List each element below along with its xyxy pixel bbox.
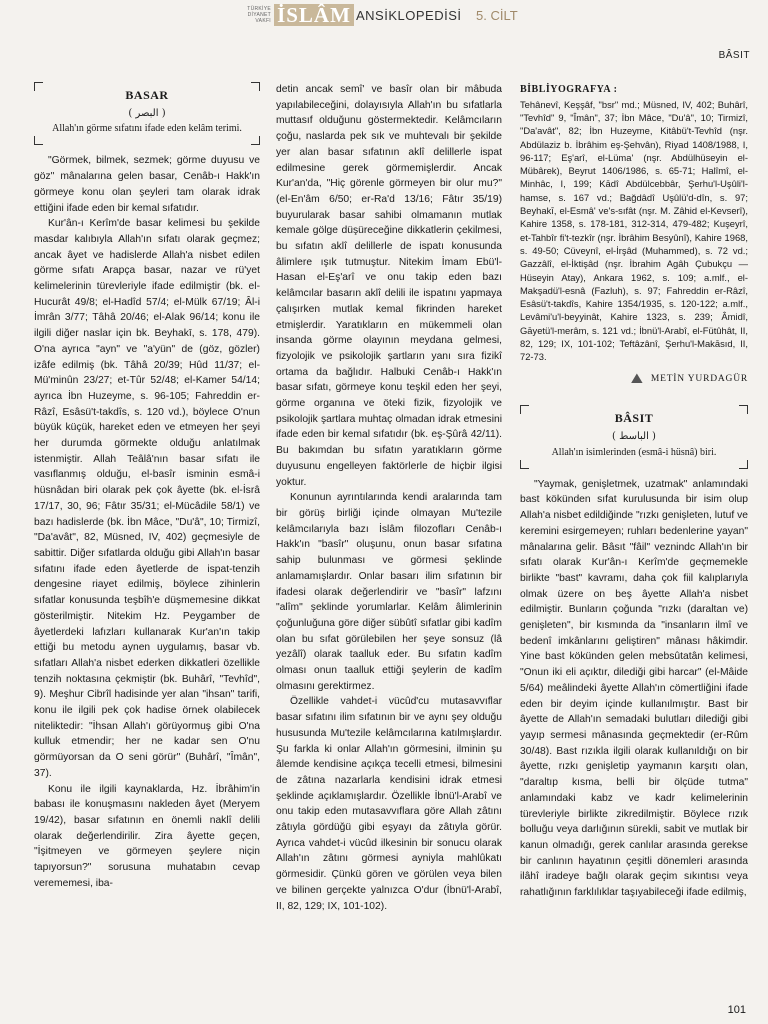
paragraph: "Yaymak, genişletmek, uzatmak" anlamındaki bast kökünden sıfat kurulusunda bir isim olup Allah'a nisbet edildiğinde "rızkı genişleten, lutuf ve keremini esirgemeyen; ruhları bedenlerine yayan" mânalarına gelir. Bâsıt "fâil" veznindc Allah'ın bir sıfatı olarak Kur'ân-ı Kerîm'de geçmemekle birlikte "bast" kavramı, daha çok fiil kalıplarıyla olmak üzere on beş âyette Allah'a nisbet edilmiştir. Bunların çoğunda "rızkı (daraltan ve) genişleten", bir kısmında da "insanların ilmî ve bedenî imkânlarını geliştiren" mânası hâkimdir. Yine bast kökünden gelen mebsûtatân kelimesi, "Onun iki eli açıktır, dilediği gibi harcar" (el-Mâide 5/64) meâlindeki âyette Allah'ın cömertliğini ifade eden bir deyim içinde kullanılmıştır. Bast bir âyette de Allah'ın semadaki bulutları dilediği gibi yayıp sermesi mânasında geçmektedir (er-Rûm 30/48). Bast rızıkla ilgili olarak kullanıldığı on bir âyette, rızkı genişletip yaymanın karşıtı olan, "daraltıp kısma, belli bir ölçüde tutma" anlamındaki kabz ve kadr kelimelerinin türevleriyle birlikte zikredilmiştir. Böylece rızık bolluğu veya darlığının sürekli, sabit ve mutlak bir kanun olmadığı, gerek canlılar arasında gerekse bir canlının hayatının çeşitli dönemleri arasında ilâhî iradeye bağlı olarak geçim sıkıntısı veya rahatlığının farklılıklar taşıyabileceği ifade edilmiş, xyxy=(520,478,748,899)
page-header xyxy=(0,0,768,34)
paragraph: Özellikle vahdet-i vücûd'cu mutasavvıflar basar sıfatını ilim sıfatının bir ve aynı şey olduğu hususunda Mu'tezile kelâmcılarına katılmışlardır. Şu farkla ki onlar Allah'ın görmesini, ilminin şu âlemde kendisine açıkça tecelli etmesi, bilmesini de zâtına nazarlarla kendisini idrak etmesi şeklinde açıklamışlardır. Özellikle İbnü'l-Arabî ve onu takip eden mutasavvıflara göre Allah zâtını zâtıyla gördüğü gibi eşyayı da zâtıyla görür. Ayrıca vahdet-i vücûd ilkesinin bir sonucu olarak Allah'ın zâtını görmesi ayniyla mahlûkatı görmesidir. Çünkü gören ve görülen veya bilen ve bilinen gerçekte yalnızca O'dur (İbnü'l-Arabî, II, 82, 129; IX, 101-102). xyxy=(276,696,502,912)
entry-title: BÂSIT xyxy=(614,411,654,426)
running-head: BÂSIT xyxy=(718,50,750,61)
author-signature: METİN YURDAGÜR xyxy=(520,372,748,388)
column-2 xyxy=(276,82,502,914)
volume-label: 5. CİLT xyxy=(476,8,518,23)
pen-icon xyxy=(631,373,643,383)
page-number: 101 xyxy=(727,1004,746,1016)
entry-heading-basar xyxy=(34,82,260,145)
paragraph: "Görmek, bilmek, sezmek; görme duyusu ve göz" mânalarına gelen basar, Cenâb-ı Hakk'ın görmeye konu olan şeyleri tam olarak idrak ettiğini ifade eden bir kemal sıfatıdır. xyxy=(34,155,260,214)
bibliography-text: Tehânevî, Keşşâf, "bsr" md.; Müsned, IV, 402; Buhârî, "Tevhîd" 9, "Îmân", 37; İbn Mâce, "Du'â", 10; Tirmizî, "Da'avât", 82; İbn Huzeyme, Kitâbü't-Tevhîd (nşr. Abdülaziz b. İbrâhim eş-Şehvân), Riyad 1408/1988, I, 96-117; Eş'arî, el-Lüma' (nşr. Abdülhüseyin el-Mübârek), Beyrut 1406/1986, s. 65-71; Halîmî, el-Minhâc, I, 199; Kādî Abdülcebbâr, Şerhu'l-Uşûli'l-hamse, s. 167 vd.; Bağdâdî Uşûlü'd-dîn, s. 97; Beyhakī, el-Esmâ' ve's-sıfât (nşr. M. Zâhid el-Kevserî), Kahire 1358, s. 178-181, 312-314, 479-482; Kuşeyrî, et-Tahbîr fi't-tezkîr (nşr. İbrâhim Besyûnî), Kahire 1968, s. 49-50; Cüveynî, el-İrşâd (Muhammed), s. 72 vd.; Gazzâlî, el-İktişâd (nşr. İbrahim Agâh Çubukçu — Hüseyin Atay), Ankara 1962, s. 109; a.mlf., el-Makşadü'l-esnâ (Fazluh), s. 97; Fahreddin er-Râzî, Esâsü't-takdîs, Kahire 1354/1935, s. 120-122; a.mlf., Levâmi'u'l-beyyinât, Kahire 1323, s. 239; Âmidî, Gāyetü'l-merâm, s. 121 vd.; İbnü'l-Arabî, el-Fütûhât, II, 82, 129; IX, 101-102; Teftâzânî, Şerhu'l-Makāsıd, II, 72-73. xyxy=(520,98,748,363)
foundation-logo-text: TÜRKİYE DİYANET VAKFI xyxy=(247,6,271,24)
paragraph: Konu ile ilgili kaynaklarda, Hz. İbrâhim'in babası ile konuşmasını nakleden âyet (Meryem 19/42), basar sıfatının en önemli naklî delili olarak değerlendirilir. Zira âyette geçen, "İşitmeyen ve görmeyen şeylere niçin tapıyorsun?" sorusuna muhatabın cevap verememesi, iba- xyxy=(34,783,260,889)
entry-arabic: ( الباسط ) xyxy=(612,431,656,443)
column-3 xyxy=(520,82,748,901)
paragraph: Konunun ayrıntılarında kendi aralarında tam bir görüş birliği içinde olmayan Mu'tezile kelâmcılarıyla bazı İslâm filozofları Cenâb-ı Hakk'ın "basîr" oluşunu, onun basar sıfatına sahip bulunması ve görmesi şeklinde anlamamışlardır. Onlar basarı ilim sıfatının bir ifadesi olarak değerlendirir ve "basîr" lafzını "alîm" şeklinde yorumlarlar. Kelâm âlimlerinin çoğunluğuna göre diğer sübûtî sıfatlar gibi kadîm olan bu sıfat görülebilen her şeye sonsuz (lâ yezâlî) olarak taalluk eder. Bu sıfatın kadîm olması onun taalluk ettiği şeylerin de kadîm olmasını gerektirmez. xyxy=(276,492,502,692)
paragraph: detin ancak semî' ve basîr olan bir mâbuda yapılabileceğini, dolayısıyla Allah'ın bu sıfatlarla muttasıf olduğunu göstermektedir. Kelâmcıların çoğu, naslarda pek sık ve muhtevalı bir şekilde yer alan basar sıfatının aklî delillerle ispat edilmesine gerek görmemişlerdir. Ancak Kur'an'da, "Hiç görenle görmeyen bir olur mu?" (el-En'âm 6/50; er-Ra'd 13/16; Fâtır 35/19) buyurularak basar sahibi olmamanın mutlak kemale gölge düşüreceğine dikkatlerin çekilmesi, bu sıfatın aklî delillerle de ispatı konusunda âlimlere ışık tutmuştur. Nitekim İmam Ebü'l-Hasan el-Eş'arî ve onu takip eden bazı kelâmcılar basarın aklî delili ile ispatını yapmaya çalışırken mutlak kemal fikrinden hareket etmişlerdir. Yaratıkların en mükemmeli olan insanda görme olayının meydana gelmesi, fizyolojik ve psikolojik şartların yanı sıra fizikî ortama da bağlıdır. Halbuki Cenâb-ı Hakk'ın basar sıfatı, görmeye konu teşkil eden her şeyi, görme organına ve öteki fizik, fizyolojik ve psikolojik şartlara muhtaç olmadan idrak etmesini ifade eden bir kemal sıfatıdır (bk. eş-Şûrâ 42/11). Bu bakımdan bu sıfatın yaratıkların görme duyusunu engelleyen faktörlerle de hiçbir ilgisi yoktur. xyxy=(276,84,502,488)
encyclopedia-title: ANSİKLOPEDİSİ xyxy=(356,8,462,23)
entry-subtitle: Allah'ın görme sıfatını ifade eden kelâm terimi. xyxy=(52,123,242,135)
bibliography-title: BİBLİYOGRAFYA : xyxy=(520,84,618,95)
entry-subtitle: Allah'ın isimlerinden (esmâ-i hüsnâ) biri. xyxy=(551,446,717,458)
entry-heading-basit xyxy=(520,405,748,468)
islam-logo: İSLÂM xyxy=(274,4,354,26)
entry-title: BASAR xyxy=(125,88,169,102)
column-1 xyxy=(34,82,260,891)
entry-arabic: ( البصر ) xyxy=(128,107,166,119)
paragraph: Kur'ân-ı Kerîm'de basar kelimesi bu şekilde masdar kalıbıyla Allah'ın sıfatı olarak geçmez; ancak âyet ve hadislerde Allah'a nisbet edilen görme sıfatı Arapça basar, nazar ve rü'yet kelimelerinin türevleriyle ifade edilmiştir (bk. el-Hucurât 49/8; el-Hadîd 57/4; el-Mülk 67/19; Âl-i İmrân 3/77; Tâhâ 20/46; el-Alak 96/14; konu ile ilgili diğer naslar için bk. Beyhakī, s. 178, 479). O'na ayrıca "ayn" ve "a'yün" de (göz, gözler) izâfe edilmiş (bk. Tâhâ 20/39; Hûd 11/37; el-Mü'minûn 23/27; et-Tûr 52/48; el-Kamer 54/14; ayrıca İbn Huzeyme, s. 96-105; Fahreddin er-Râzî, Esâsü't-takdîs, s. 120 vd.), böylece O'nun büyük küçük, hareket eden ve etmeyen her şeyi her durumda görmekte olduğu anlatılmak istenmiştir. Allah Teâlâ'nın basar sıfatı ile vasıflanmış olduğu, el-basîr isminin esmâ-i hüsnâdan biri olarak pek çok âyette (bk. el-İsrâ 17/17, 30, 96; Fâtır 35/31; el-Mücâdile 58/1) ve bazı hadislerde (bk. İbn Mâce, "Du'â", 10; Tirmizî, "Da'avât", 82, Müsned, IV, 402) geçmesiyle de sabittir. Diğer sıfatlarda olduğu gibi Allah'ın basar sıfatını ifade eden âyetlerde de ispat-tenzih dengesine riayet edilmiş, böylece zihinlerin sıfatlar konusunda teşbîh'e düşmemesine dikkat gösterilmiştir. Nitekim Hz. Peygamber de âyetlerdeki lafızları kullanarak Kur'an'ın takip ettiği bu metodu aynen uygulamış, basar vb. sıfatları Allah'a nisbet ederken dikkatleri özellikle tenzih noktasına çekmiştir (bk. Buhârî, "Tevhîd", 9). Meşhur Cibrîl hadisinde yer alan "ihsan" tarifi, konu ile ilgili pek çok hadise örnek olabilecek niteliktedir: "İhsan Allah'ı görüyormuş gibi O'na kulluk etmendir; her ne kadar sen O'nu görmüyorsan da O seni görür" (Buhârî, "Îmân", 37). xyxy=(34,218,260,779)
